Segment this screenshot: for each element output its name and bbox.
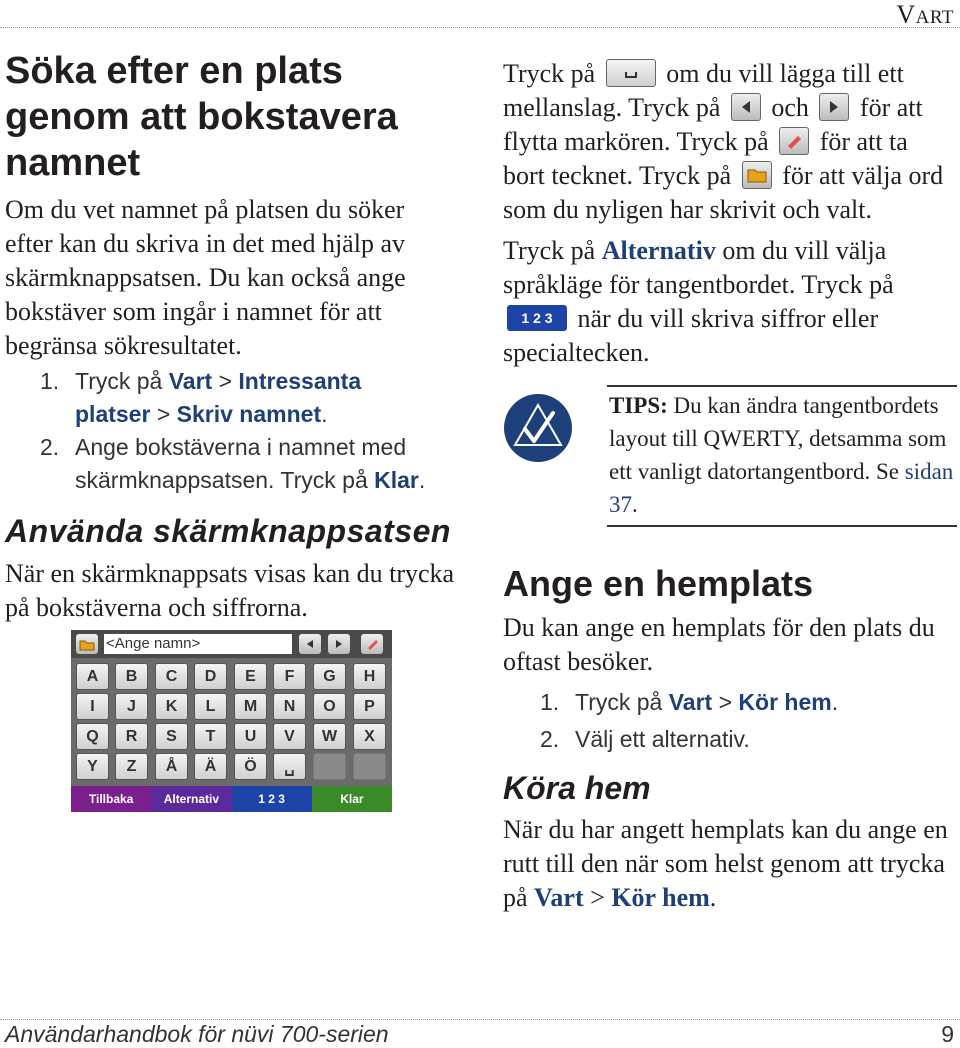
arrow-left-icon: [731, 93, 761, 121]
key: V: [273, 723, 306, 750]
key: Y: [76, 753, 109, 780]
eraser-icon: [779, 127, 809, 155]
footer-title: Användarhandbok för nüvi 700-serien: [5, 1021, 389, 1047]
list-item: 2. Ange bokstäverna i namnet med skärmknappsatsen. Tryck på Klar.: [40, 434, 426, 493]
arrow-right-icon: [328, 634, 350, 654]
tillbaka-button: Tillbaka: [71, 786, 151, 812]
ui-term: Vart: [168, 368, 213, 394]
options-instructions: Tryck på Alternativ om du vill välja språkläge för tangentbordet. Tryck på 1 2 3 när du vill skriva siffror eller specialtecken.: [503, 236, 894, 367]
keyboard-bottom-bar: [71, 786, 392, 812]
ui-term: Intressanta platser: [75, 368, 362, 427]
key: B: [115, 663, 148, 690]
ui-term: Skriv namnet: [176, 401, 322, 427]
key: D: [194, 663, 227, 690]
arrow-left-icon: [299, 634, 321, 654]
section-heading: Ange en hemplats: [503, 563, 814, 604]
keyboard-instructions: Tryck på om du vill lägga till ett mellanslag. Tryck på och för att flytta markören. Tryck på för att ta bort tecknet. Tryck på för att välja ord som du nyligen har skrivit och valt.: [503, 59, 944, 224]
subsection-heading: Köra hem: [503, 770, 651, 806]
list-item: 1. Tryck på Vart > Kör hem.: [540, 689, 839, 715]
key: O: [313, 693, 346, 720]
eraser-icon: [361, 634, 383, 654]
key: Ö: [234, 753, 267, 780]
ui-term: Vart: [668, 689, 713, 715]
key: Å: [155, 753, 188, 780]
key: S: [155, 723, 188, 750]
checkmark-icon: [503, 393, 573, 463]
ui-term: Vart: [534, 883, 584, 912]
keyboard-text-field: <Ange namn>: [104, 634, 292, 654]
key: U: [234, 723, 267, 750]
keyboard-screenshot: [71, 630, 392, 812]
key: [353, 753, 386, 780]
space-key: ␣: [273, 753, 306, 780]
klar-button: Klar: [312, 786, 392, 812]
steps-list: [540, 686, 920, 756]
key: C: [155, 663, 188, 690]
page-reference-link[interactable]: sidan 37: [609, 459, 954, 517]
ui-term: Kör hem: [738, 689, 832, 715]
ui-term: Kör hem: [611, 883, 710, 912]
key: A: [76, 663, 109, 690]
key: I: [76, 693, 109, 720]
key: J: [115, 693, 148, 720]
key: W: [313, 723, 346, 750]
key: P: [353, 693, 386, 720]
key: L: [194, 693, 227, 720]
footer-divider: [0, 1019, 960, 1020]
intro-paragraph: Om du vet namnet på platsen du söker efter kan du skriva in det med hjälp av skärmknappsatsen. Du kan också ange bokstäver som ingår i namnet för att begränsa sökresultatet.: [5, 195, 406, 360]
tips-divider-bottom: [607, 525, 957, 527]
numbers-key-icon: 1 2 3: [507, 305, 567, 331]
space-key-icon: [606, 59, 656, 87]
key: Q: [76, 723, 109, 750]
list-item: 1. Tryck på Vart > Intressanta platser > Skriv namnet.: [40, 368, 362, 427]
key: K: [155, 693, 188, 720]
subsection-text: När du har angett hemplats kan du ange en rutt till den när som helst genom att trycka på Vart > Kör hem.: [503, 815, 948, 912]
tips-text: TIPS: Du kan ändra tangentbordets layout till QWERTY, detsamma som ett vanligt datortangentbord. Se sidan 37.: [609, 393, 954, 517]
home-intro: Du kan ange en hemplats för den plats du oftast besöker.: [503, 613, 935, 676]
key: F: [273, 663, 306, 690]
key: E: [234, 663, 267, 690]
keyboard-input-bar: [71, 630, 392, 658]
header-divider: [0, 27, 960, 28]
key: X: [353, 723, 386, 750]
subsection-heading: Använda skärmknappsatsen: [5, 513, 451, 549]
ui-term: Klar: [374, 467, 419, 493]
alternativ-button: Alternativ: [151, 786, 231, 812]
key: G: [313, 663, 346, 690]
tips-label: TIPS:: [609, 393, 668, 418]
list-item: 2. Välj ett alternativ.: [540, 726, 750, 752]
key: R: [115, 723, 148, 750]
tips-divider-top: [607, 385, 957, 387]
running-header: VART: [896, 0, 954, 29]
folder-icon: [76, 634, 98, 654]
key: T: [194, 723, 227, 750]
key: N: [273, 693, 306, 720]
key: [313, 753, 346, 780]
ui-term: Alternativ: [601, 236, 716, 265]
section-heading: Söka efter en plats genom att bokstavera namnet: [5, 50, 398, 184]
subsection-text: När en skärmknappsats visas kan du trycka på bokstäverna och siffrorna.: [5, 559, 455, 622]
key: H: [353, 663, 386, 690]
key: Ä: [194, 753, 227, 780]
arrow-right-icon: [819, 93, 849, 121]
numbers-button: 1 2 3: [232, 786, 312, 812]
steps-list: [40, 365, 440, 497]
page-number: 9: [941, 1021, 954, 1047]
folder-icon: [742, 161, 772, 189]
key: M: [234, 693, 267, 720]
key: Z: [115, 753, 148, 780]
